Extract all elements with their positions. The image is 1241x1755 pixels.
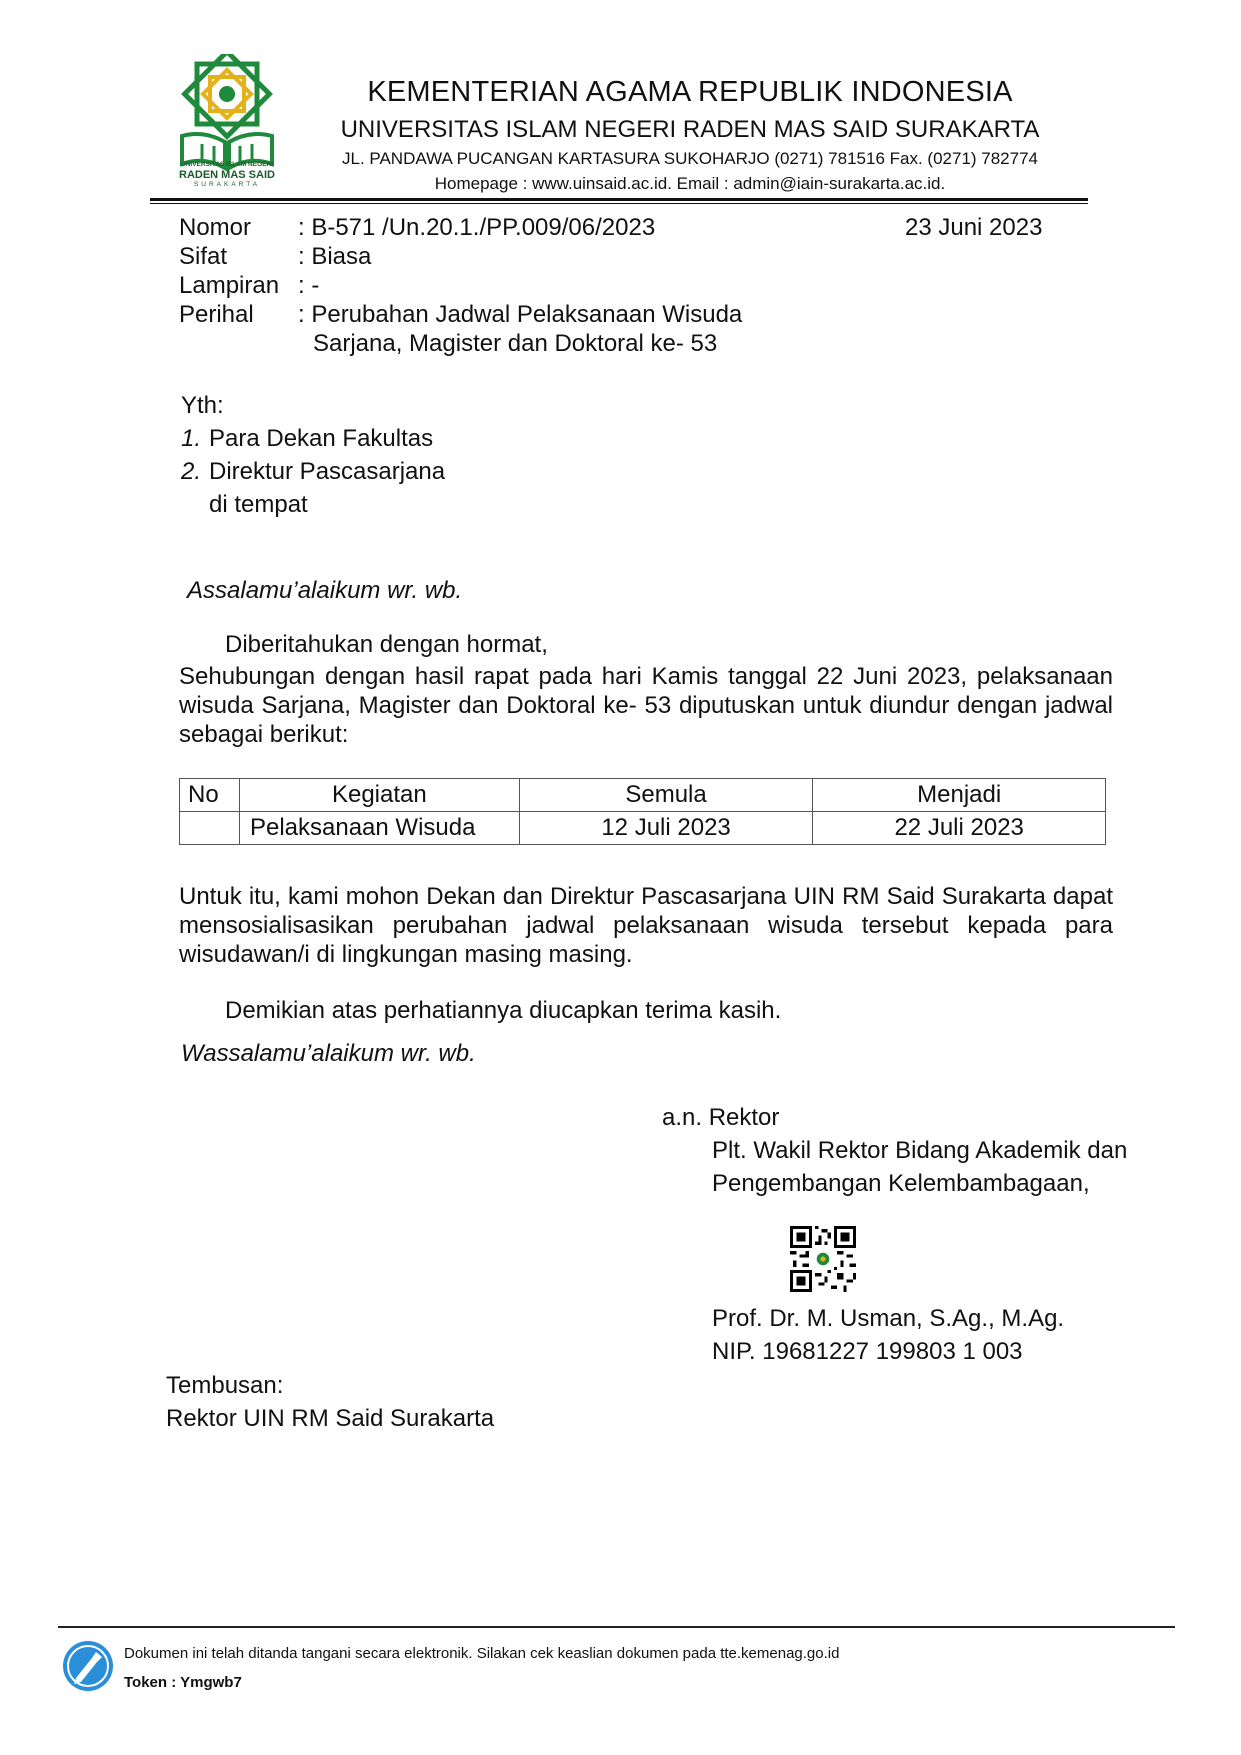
meta-label-perihal: Perihal	[179, 301, 254, 328]
meta-label-sifat: Sifat	[179, 243, 228, 270]
recipient-2: Direktur Pascasarjana	[209, 458, 446, 485]
logo-caption-line2: RADEN MAS SAID	[179, 168, 275, 181]
meta-value-nomor: : B-571 /Un.20.1./PP.009/06/2023	[298, 214, 656, 241]
table-header-kegiatan: Kegiatan	[239, 779, 519, 812]
signatory-nip: NIP. 19681227 199803 1 003	[712, 1338, 1023, 1365]
meta-value-sifat: : Biasa	[298, 243, 372, 270]
ministry-name: KEMENTERIAN AGAMA REPUBLIK INDONESIA	[367, 76, 1013, 108]
letterhead-rule-thick	[150, 198, 1088, 201]
signature-title-line2: Pengembangan Kelembambagaan,	[712, 1170, 1090, 1197]
recipient-number-1: 1.	[181, 425, 202, 452]
table-header-menjadi: Menjadi	[813, 779, 1106, 812]
table-header-row	[180, 779, 1106, 812]
footer-token: Token : Ymgwb7	[124, 1674, 242, 1691]
signatory-name: Prof. Dr. M. Usman, S.Ag., M.Ag.	[712, 1305, 1065, 1332]
footer-note: Dokumen ini telah ditanda tangani secara elektronik. Silakan cek keaslian dokumen pada tte.kemenag.go.id	[124, 1645, 840, 1662]
greeting: Assalamu’alaikum wr. wb.	[187, 577, 463, 604]
university-address: JL. PANDAWA PUCANGAN KARTASURA SUKOHARJO (0271) 781516 Fax. (0271) 782774	[341, 149, 1039, 168]
closing-line: Demikian atas perhatiannya diucapkan terima kasih.	[225, 997, 782, 1024]
table-cell-kegiatan: Pelaksanaan Wisuda	[239, 812, 519, 845]
intro-line: Diberitahukan dengan hormat,	[225, 631, 548, 658]
university-contact: Homepage : www.uinsaid.ac.id. Email : admin@iain-surakarta.ac.id.	[434, 174, 946, 193]
qr-code-icon	[790, 1226, 856, 1292]
signature-title-line1: Plt. Wakil Rektor Bidang Akademik dan	[712, 1137, 1128, 1164]
signature-an: a.n. Rektor	[662, 1104, 780, 1131]
logo-caption-line3: SURAKARTA	[193, 180, 261, 188]
schedule-table	[179, 778, 1106, 845]
paragraph-2: Untuk itu, kami mohon Dekan dan Direktur Pascasarjana UIN RM Said Surakarta dapat mensosialisasikan perubahan jadwal pelaksanaan wisuda tersebut kepada para wisudawan/i di lingkungan masing masing.	[179, 883, 1113, 968]
cc-label: Tembusan:	[166, 1372, 284, 1399]
e-signature-icon	[62, 1640, 114, 1692]
paragraph-1: Sehubungan dengan hasil rapat pada hari Kamis tanggal 22 Juni 2023, pelaksanaan wisuda Sarjana, Magister dan Doktoral ke- 53 diputuskan untuk diundur dengan jadwal sebagai berikut:	[179, 663, 1113, 748]
cc-item: Rektor UIN RM Said Surakarta	[166, 1405, 495, 1432]
recipient-place: di tempat	[209, 491, 308, 518]
recipient-number-2: 2.	[181, 458, 202, 485]
footer-rule	[58, 1626, 1175, 1628]
meta-label-nomor: Nomor	[179, 214, 252, 241]
university-name: UNIVERSITAS ISLAM NEGERI RADEN MAS SAID SURAKARTA	[340, 116, 1040, 143]
logo-caption	[160, 162, 294, 188]
logo-caption-line1: UNIVERSITAS ISLAM NEGERI	[181, 161, 273, 168]
table-row	[180, 812, 1106, 845]
table-cell-semula: 12 Juli 2023	[519, 812, 813, 845]
table-cell-menjadi: 22 Juli 2023	[813, 812, 1106, 845]
farewell: Wassalamu’alaikum wr. wb.	[181, 1040, 476, 1067]
table-header-semula: Semula	[519, 779, 813, 812]
meta-value-perihal-cont: Sarjana, Magister dan Doktoral ke- 53	[313, 330, 718, 357]
table-header-no: No	[180, 779, 240, 812]
letter-date: 23 Juni 2023	[905, 214, 1043, 241]
meta-label-lampiran: Lampiran	[179, 272, 280, 299]
table-cell-no	[180, 812, 240, 845]
letterhead-rule-thin	[150, 203, 1088, 204]
meta-value-perihal: : Perubahan Jadwal Pelaksanaan Wisuda	[298, 301, 743, 328]
meta-value-lampiran: : -	[298, 272, 320, 299]
recipient-1: Para Dekan Fakultas	[209, 425, 434, 452]
salutation: Yth:	[181, 392, 224, 419]
